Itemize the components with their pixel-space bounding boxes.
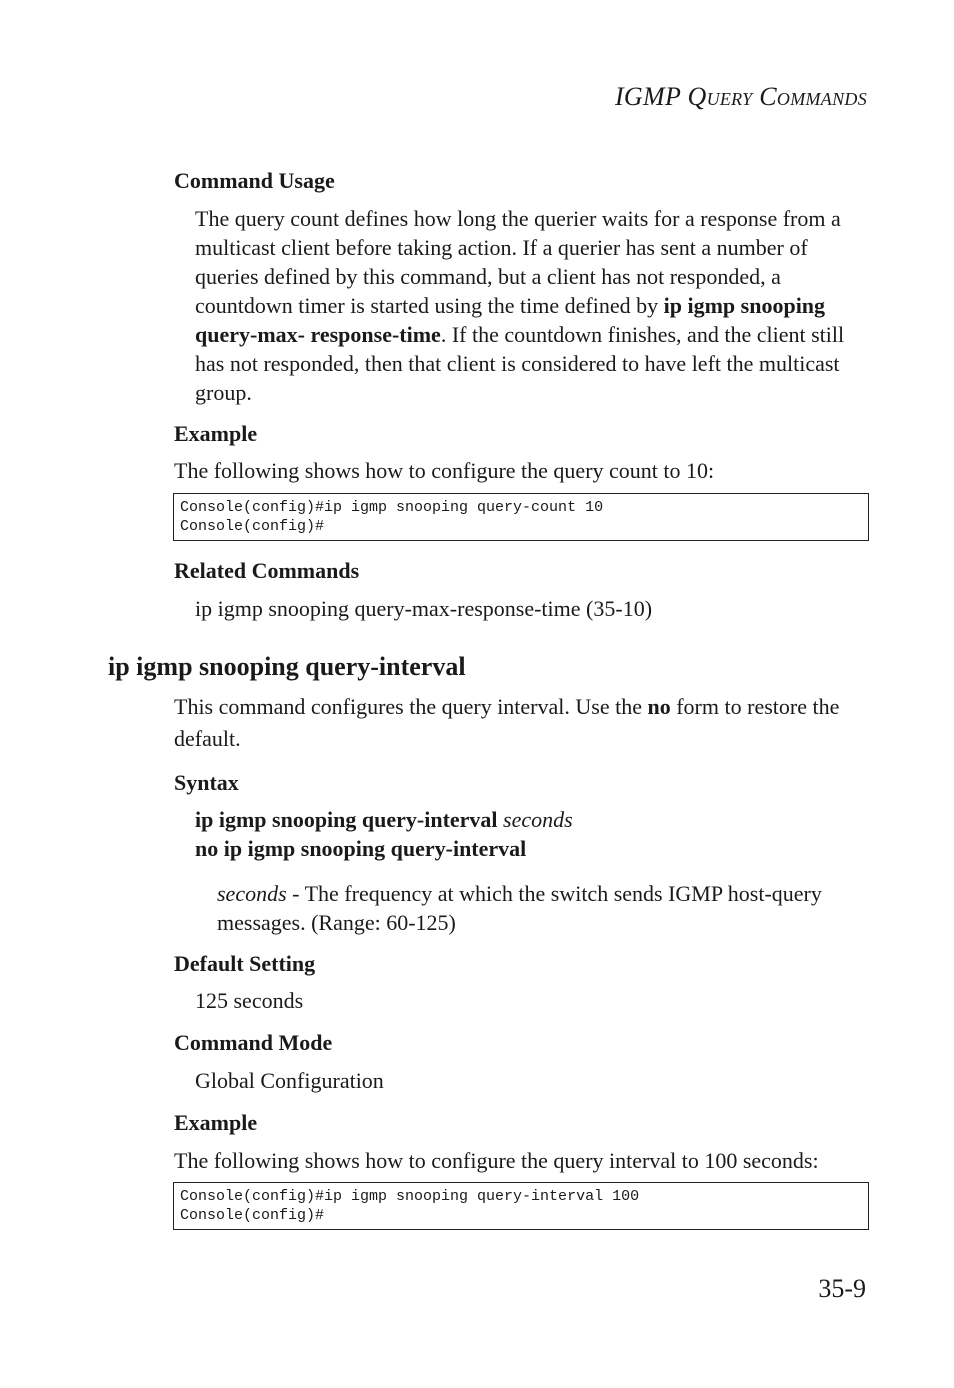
syntax-lines: ip igmp snooping query-interval seconds no ip igmp snooping query-interval [195, 807, 573, 861]
example-intro-1: The following shows how to configure the query count to 10: [174, 458, 715, 483]
example-heading-2: Example [174, 1110, 258, 1135]
running-header: IGMP QUERY COMMANDS [614, 82, 867, 111]
default-setting-heading: Default Setting [174, 951, 316, 976]
command-description: This command configures the query interval. Use the no form to restore the default. [174, 694, 840, 751]
example-heading-1: Example [174, 421, 258, 446]
command-mode-heading: Command Mode [174, 1030, 333, 1055]
code-block-1: Console(config)#ip igmp snooping query-count 10 Console(config)# [173, 493, 869, 541]
example-intro-2: The following shows how to configure the query interval to 100 seconds: [174, 1148, 819, 1173]
command-usage-heading: Command Usage [174, 168, 335, 193]
default-setting-value: 125 seconds [195, 988, 304, 1013]
code-block-2: Console(config)#ip igmp snooping query-interval 100 Console(config)# [173, 1182, 869, 1230]
related-commands-heading: Related Commands [174, 558, 360, 583]
command-mode-value: Global Configuration [195, 1068, 384, 1093]
parameter-description: seconds - The frequency at which the switch sends IGMP host-query messages. (Range: 60-125) [217, 881, 822, 935]
command-usage-text: The query count defines how long the querier waits for a response from a multicast client before taking action. If a querier has sent a number of queries defined by this command, but a client has not responded, a countdown timer is started using the time defined by ip igmp snooping query-max- response-time. If the countdown finishes, and the client still has not responded, then that client is considered to have left the multicast group. [195, 206, 845, 405]
page-number: 35-9 [818, 1274, 866, 1303]
syntax-heading: Syntax [174, 770, 239, 795]
related-command-link: ip igmp snooping query-max-response-time (35-10) [195, 596, 653, 621]
section-title: ip igmp snooping query-interval [108, 652, 466, 681]
